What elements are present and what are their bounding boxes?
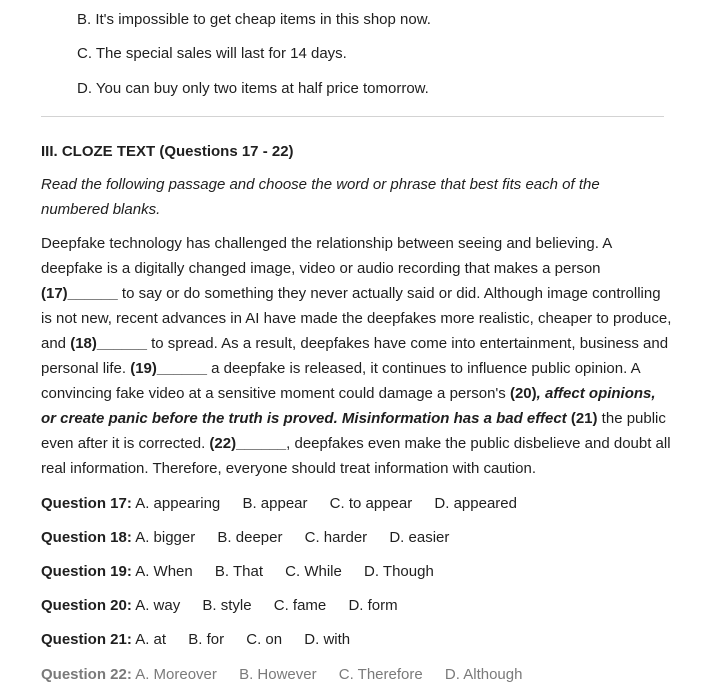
choice-b[interactable]: B. However [239, 666, 317, 683]
passage-line [41, 281, 669, 306]
passage-line: Deepfake technology has challenged the relationship between seeing and believing. A [41, 235, 613, 252]
passage-emphasis: , affect opinions, [536, 385, 656, 402]
question-label: Question 18: [41, 529, 132, 546]
choice-a[interactable]: A. appearing [135, 495, 221, 512]
previous-option-d: D. You can buy only two items at half price tomorrow. [77, 80, 429, 97]
choice-b[interactable]: B. That [214, 563, 263, 580]
passage-line [41, 356, 669, 381]
blank-18: (18)______ [70, 335, 147, 352]
passage-text: the public [597, 410, 666, 427]
choice-b[interactable]: B. deeper [217, 529, 283, 546]
question-20 [41, 596, 416, 616]
passage-text: personal life. [41, 360, 131, 377]
choice-b[interactable]: B. for [188, 631, 225, 648]
passage-text: to spread. As a result, deepfakes have come into entertainment, business and [146, 335, 669, 352]
question-22 [41, 665, 540, 685]
choice-c[interactable]: C. While [285, 563, 342, 580]
question-label: Question 20: [41, 597, 132, 614]
choice-d[interactable]: D. with [304, 631, 351, 648]
choice-a[interactable]: A. at [135, 631, 167, 648]
choice-d[interactable]: D. Though [364, 563, 434, 580]
passage-line: real information. Therefore, everyone should treat information with caution. [41, 460, 536, 477]
passage-text: and [41, 335, 71, 352]
question-label: Question 22: [41, 666, 132, 683]
section-instruction: Read the following passage and choose the word or phrase that best fits each of the numbered blanks. [41, 176, 600, 218]
choice-c[interactable]: C. to appear [329, 495, 413, 512]
choice-b[interactable]: B. style [202, 597, 252, 614]
passage-text: , deepfakes even make the public disbelieve and doubt all [286, 435, 671, 452]
choice-c[interactable]: C. on [246, 631, 283, 648]
choice-b[interactable]: B. appear [242, 495, 308, 512]
passage-line [41, 431, 669, 456]
passage-text: even after it is corrected. [41, 435, 210, 452]
blank-20: (20) [509, 385, 537, 402]
choice-d[interactable]: D. Although [444, 666, 523, 683]
passage-text: a deepfake is released, it continues to influence public opinion. A [206, 360, 641, 377]
question-17 [41, 494, 535, 514]
blank-21: (21) [566, 410, 598, 427]
question-label: Question 17: [41, 495, 132, 512]
choice-a[interactable]: A. way [135, 597, 181, 614]
question-18 [41, 528, 467, 548]
question-label: Question 21: [41, 631, 132, 648]
choice-c[interactable]: C. Therefore [338, 666, 423, 683]
previous-option-b: B. It's impossible to get cheap items in this shop now. [77, 11, 431, 28]
passage-line [41, 381, 669, 406]
choice-d[interactable]: D. easier [389, 529, 450, 546]
blank-22: (22)______ [209, 435, 287, 452]
section-heading: III. CLOZE TEXT (Questions 17 - 22) [41, 143, 294, 160]
passage-line [41, 331, 669, 356]
previous-option-c: C. The special sales will last for 14 days. [77, 45, 347, 62]
question-19 [41, 562, 452, 582]
section-divider [41, 116, 664, 117]
choice-c[interactable]: C. harder [304, 529, 368, 546]
cloze-passage [41, 231, 672, 481]
choice-a[interactable]: A. When [135, 563, 193, 580]
choice-a[interactable]: A. Moreover [135, 666, 217, 683]
choice-d[interactable]: D. appeared [434, 495, 517, 512]
passage-line: is not new, recent advances in AI have made the deepfakes more realistic, cheaper to produce, [41, 310, 672, 327]
blank-19: (19)______ [130, 360, 207, 377]
passage-text: convincing fake video at a sensitive moment could damage a person's [41, 385, 510, 402]
passage-emphasis: or create panic before the truth is proved. Misinformation has a bad effect [41, 410, 567, 427]
question-label: Question 19: [41, 563, 132, 580]
passage-line: deepfake is a digitally changed image, video or audio recording that makes a person [41, 260, 601, 277]
choice-d[interactable]: D. form [348, 597, 398, 614]
passage-line [41, 406, 669, 431]
choice-a[interactable]: A. bigger [135, 529, 196, 546]
question-21 [41, 630, 368, 650]
blank-17: (17)______ [41, 285, 118, 302]
passage-text: to say or do something they never actually said or did. Although image controlling [117, 285, 661, 302]
choice-c[interactable]: C. fame [273, 597, 327, 614]
